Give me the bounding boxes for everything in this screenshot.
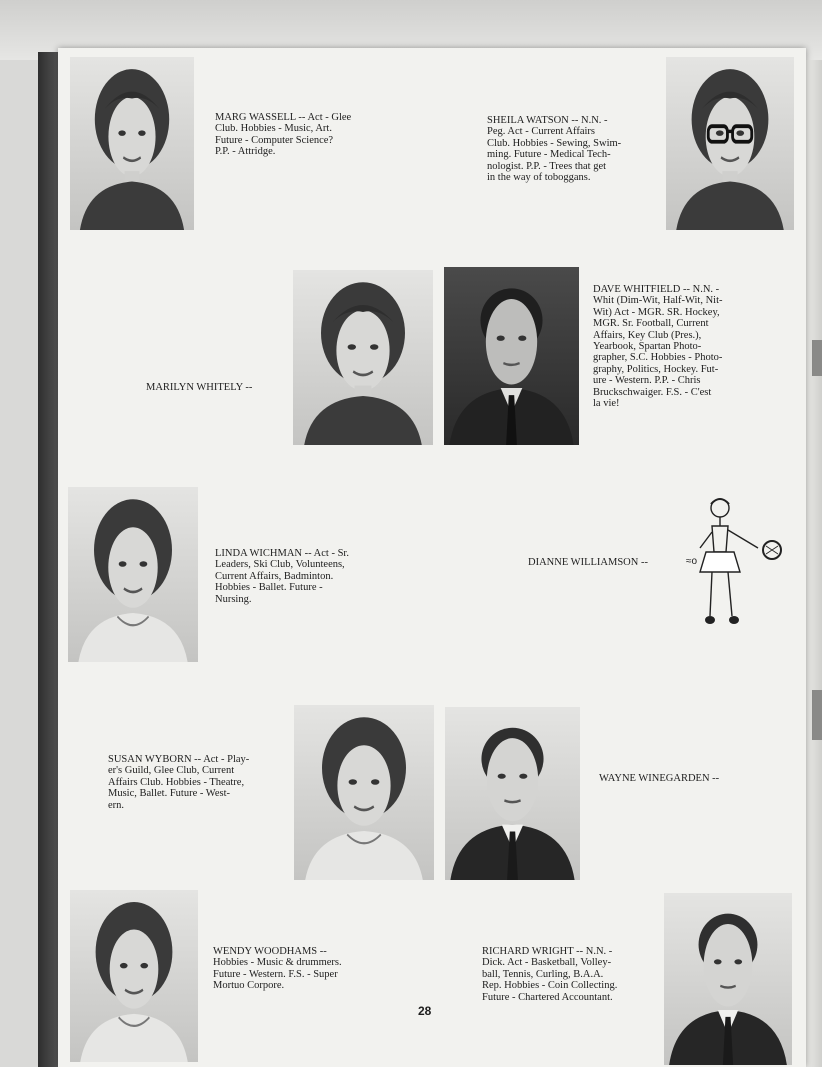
- student-caption-dianne-williamson: DIANNE WILLIAMSON --: [528, 557, 648, 568]
- page-tab-marker: [812, 690, 822, 740]
- page-tab-marker: [812, 340, 822, 376]
- portrait-photo-wayne-winegarden: [445, 707, 580, 880]
- student-caption-linda-wichman: LINDA WICHMAN -- Act - Sr. Leaders, Ski Club, Volunteens, Current Affairs, Badminton. Hobbies - Ballet. Future - Nursing.: [215, 548, 349, 605]
- student-caption-wayne-winegarden: WAYNE WINEGARDEN --: [599, 773, 720, 784]
- tennis-player-illustration: [680, 490, 790, 630]
- student-caption-susan-wyborn: SUSAN WYBORN -- Act - Play- er's Guild, Glee Club, Current Affairs Club. Hobbies - Theatre, Music, Ballet. Future - West- ern.: [108, 754, 250, 811]
- portrait-photo-richard-wright: [664, 893, 792, 1065]
- portrait-photo-linda-wichman: [68, 487, 198, 662]
- portrait-photo-marilyn-whitely: [293, 270, 433, 445]
- page-number: 28: [418, 1004, 432, 1018]
- student-caption-marilyn-whitely: MARILYN WHITELY --: [146, 382, 253, 393]
- student-caption-sheila-watson: SHEILA WATSON -- N.N. - Peg. Act - Current Affairs Club. Hobbies - Sewing, Swim- ming. Future - Medical Tech- nologist. P.P. - Trees that get in the way of toboggans.: [487, 115, 622, 184]
- student-caption-richard-wright: RICHARD WRIGHT -- N.N. - Dick. Act - Basketball, Volley- ball, Tennis, Curling, B.A.A. Rep. Hobbies - Coin Collecting. Future - Chartered Accountant.: [482, 946, 618, 1003]
- portrait-photo-susan-wyborn: [294, 705, 434, 880]
- student-caption-wendy-woodhams: WENDY WOODHAMS -- Hobbies - Music & drummers. Future - Western. F.S. - Super Mortuo Corpore.: [213, 946, 342, 992]
- portrait-photo-sheila-watson: [666, 57, 794, 230]
- svg-text:≈o: ≈o: [686, 556, 698, 567]
- student-caption-marg-wassell: MARG WASSELL -- Act - Glee Club. Hobbies - Music, Art. Future - Computer Science? P.P. - Attridge.: [215, 112, 352, 158]
- portrait-photo-wendy-woodhams: [70, 890, 198, 1062]
- portrait-photo-dave-whitfield: [444, 267, 579, 445]
- portrait-photo-marg-wassell: [70, 57, 194, 230]
- student-caption-dave-whitfield: DAVE WHITFIELD -- N.N. - Whit (Dim-Wit, Half-Wit, Nit- Wit) Act - MGR. SR. Hockey, MGR. Sr. Football, Current Affairs, Key Club (Pres.), Yearbook, Spartan Photo- grapher, S.C. Hobbies - Photo- graphy, Politics, Hockey. Fut- ure - Western. P.P. - Chris Bruckschwaiger. F.S. - C'est la vie!: [593, 284, 723, 410]
